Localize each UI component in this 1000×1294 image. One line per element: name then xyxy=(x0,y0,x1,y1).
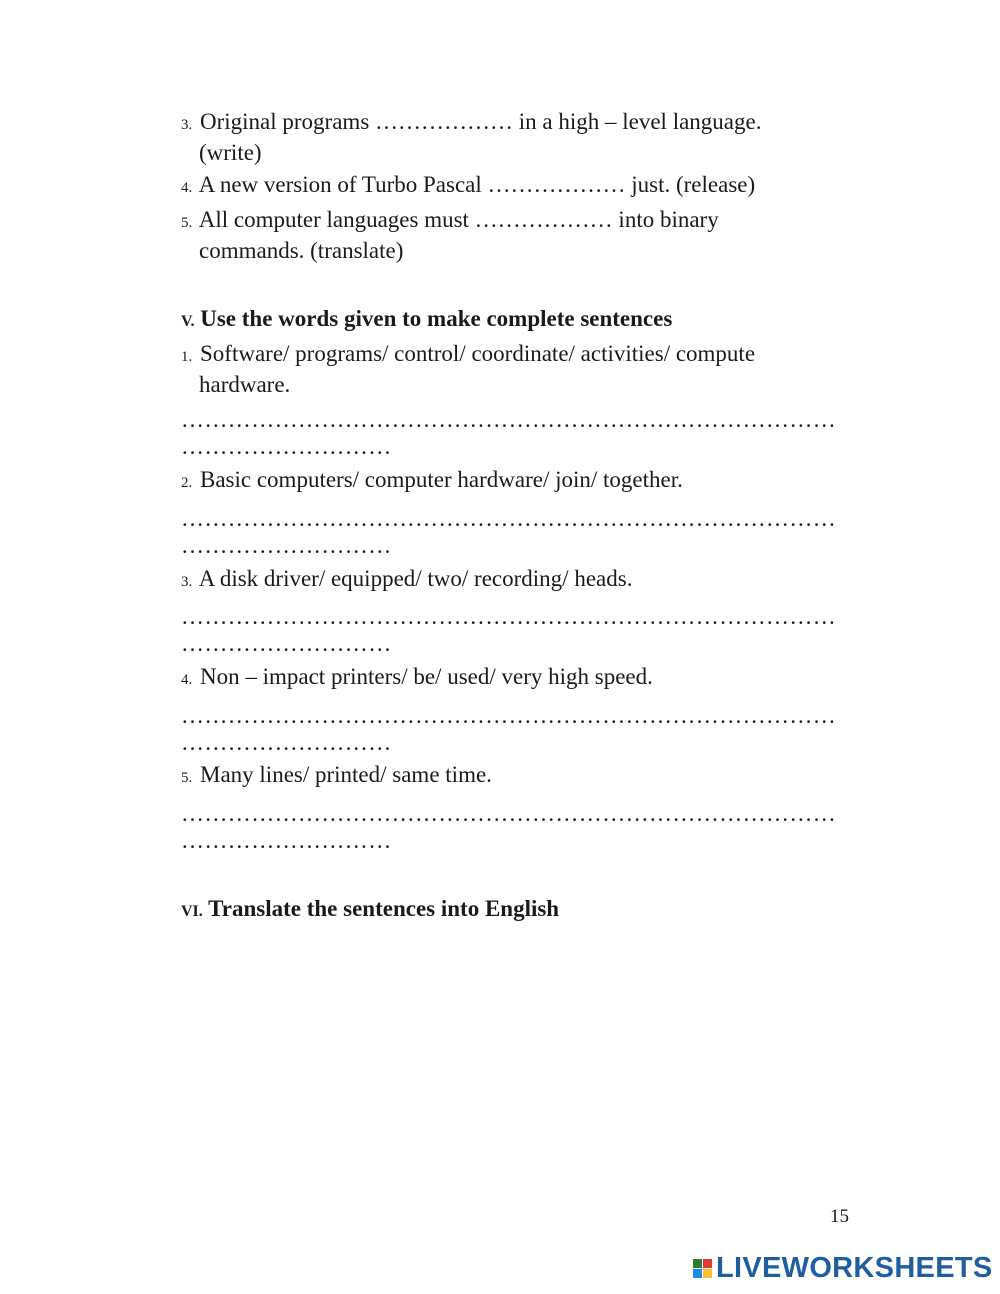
answer-line-2-continued[interactable]: ……………………… xyxy=(181,533,392,558)
sentence-prompt-2 xyxy=(181,466,861,497)
logo-square-e xyxy=(703,1269,712,1278)
item-number: 5. xyxy=(181,215,193,231)
item-number: 1. xyxy=(181,349,193,365)
logo-square-l xyxy=(693,1259,702,1268)
item-text: A new version of Turbo Pascal ……………… just. (release) xyxy=(198,172,756,197)
section-title: Translate the sentences into English xyxy=(208,896,560,921)
answer-line-5-continued[interactable]: ……………………… xyxy=(181,828,392,853)
answer-line-4-continued[interactable]: ……………………… xyxy=(181,730,392,755)
item-number: 4. xyxy=(181,180,193,196)
section-roman-numeral: V. xyxy=(181,313,195,330)
liveworksheets-logo xyxy=(693,1252,993,1284)
item-text: Original programs ……………… in a high – level language. xyxy=(200,109,762,134)
item-text: Basic computers/ computer hardware/ join/ together. xyxy=(200,467,683,492)
item-text: Non – impact printers/ be/ used/ very high speed. xyxy=(200,664,653,689)
sentence-prompt-4 xyxy=(181,663,861,694)
item-text: Software/ programs/ control/ coordinate/ activities/ compute xyxy=(200,341,756,366)
sentence-prompt-3 xyxy=(181,565,861,596)
answer-line-3[interactable]: ………………………………………………………………………… xyxy=(181,604,837,629)
logo-text: LIVEWORKSHEETS xyxy=(716,1251,993,1284)
item-text: Many lines/ printed/ same time. xyxy=(200,762,492,787)
section-vi-heading xyxy=(181,895,559,926)
answer-line-4[interactable]: ………………………………………………………………………… xyxy=(181,703,837,728)
answer-line-2[interactable]: ………………………………………………………………………… xyxy=(181,506,837,531)
item-text: All computer languages must ……………… into binary xyxy=(198,207,719,232)
answer-line-1[interactable]: ………………………………………………………………………… xyxy=(181,407,837,432)
exercise-item-5 xyxy=(181,206,861,265)
section-roman-numeral: VI. xyxy=(181,903,203,920)
item-number: 3. xyxy=(181,117,193,133)
item-number: 3. xyxy=(181,574,193,590)
item-text-continued: hardware. xyxy=(199,372,291,397)
logo-square-i xyxy=(703,1259,712,1268)
item-number: 4. xyxy=(181,672,193,688)
sentence-prompt-5 xyxy=(181,761,861,792)
item-number: 5. xyxy=(181,770,193,786)
logo-square-v xyxy=(693,1269,702,1278)
logo-mark-icon xyxy=(693,1259,712,1278)
answer-line-1-continued[interactable]: ……………………… xyxy=(181,434,392,459)
item-text-continued: (write) xyxy=(199,140,262,165)
sentence-prompt-1 xyxy=(181,340,861,399)
item-number: 2. xyxy=(181,475,193,491)
item-text: A disk driver/ equipped/ two/ recording/ heads. xyxy=(198,566,633,591)
exercise-item-4 xyxy=(181,171,861,202)
answer-line-5[interactable]: ………………………………………………………………………… xyxy=(181,801,837,826)
section-title: Use the words given to make complete sentences xyxy=(200,306,673,331)
item-text-continued: commands. (translate) xyxy=(199,238,404,263)
page-number: 15 xyxy=(830,1206,849,1227)
exercise-item-3 xyxy=(181,108,861,167)
section-v-heading xyxy=(181,305,672,336)
answer-line-3-continued[interactable]: ……………………… xyxy=(181,631,392,656)
